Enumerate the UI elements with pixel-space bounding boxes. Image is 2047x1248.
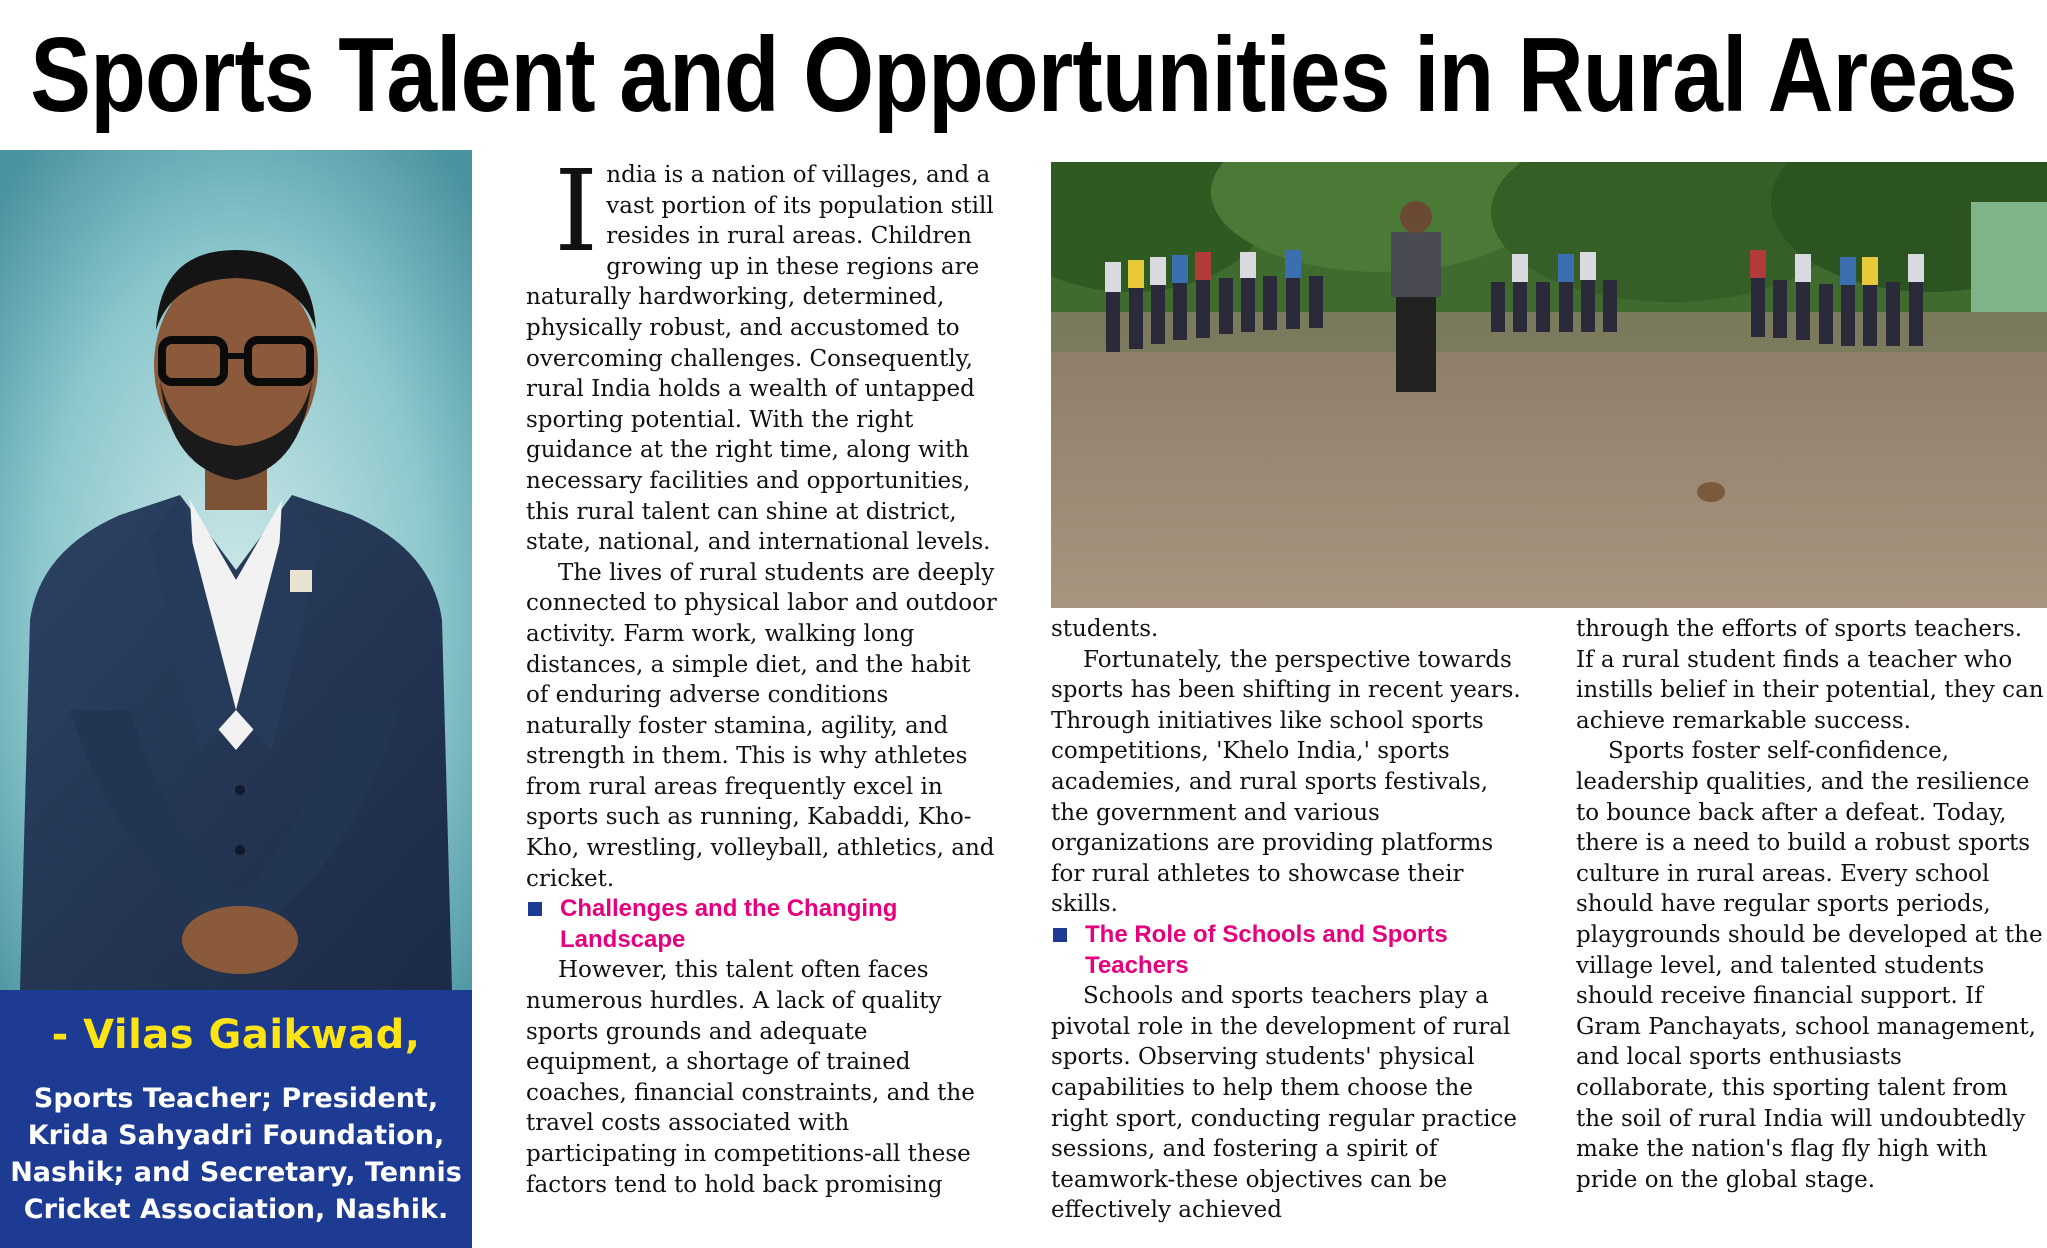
paragraph: Schools and sports teachers play a pivotal role in the development of rural sports. Observing students' physical capabilities to help them choose the right sport, conducting regular practice sessions, and fostering a spirit of teamwork-these objectives can be effectively achieved [1051, 983, 1517, 1224]
intro-paragraph [526, 147, 1000, 558]
intro-text: ndia is a nation of villages, and a vast portion of its population still resides in rural areas. Children growing up in these regions are naturally hardworking, determined, physically robust, and accustomed to overcoming challenges. Consequently, rural India holds a wealth of untapped sporting potential. With the right guidance at the right time, along with necessary facilities and opportunities, this rural talent can shine at district, state, national, and international levels. [526, 162, 994, 556]
author-role-line: Krida Sahyadri Foundation, [27, 1120, 445, 1151]
author-role [0, 1080, 472, 1228]
paragraph-continuation: through the efforts of sports teachers. If a rural student finds a teacher who instills belief in their potential, they can achieve remarkable success. [1576, 616, 2044, 734]
paragraph: Sports foster self-confidence, leadership qualities, and the resilience to bounce back after a defeat. Today, there is a need to build a robust sports culture in rural areas. Every school should have regular sports periods, playgrounds should be developed at the village level, and talented students should receive financial support. If Gram Panchayats, school management, and local sports enthusiasts collaborate, this sporting talent from the soil of rural India will undoubtedly make the nation's flag fly high with pride on the global stage. [1576, 738, 2043, 1193]
subheading-challenges [526, 894, 1000, 955]
subheading-text: Challenges and the Changing Landscape [560, 895, 898, 953]
author-role-line: Cricket Association, Nashik. [23, 1194, 449, 1225]
students-group-photo [1051, 162, 2047, 608]
subheading-schools [1051, 920, 1525, 981]
article-column-1 [526, 147, 1000, 1200]
article-column-2 [1051, 614, 1525, 1226]
headline: Sports Talent and Opportunities in Rural Areas [30, 15, 2017, 134]
square-bullet-icon [1053, 928, 1067, 942]
square-bullet-icon [528, 902, 542, 916]
drop-cap: I [554, 147, 599, 277]
paragraph: However, this talent often faces numerous hurdles. A lack of quality sports grounds and adequate equipment, a shortage of trained coaches, financial constraints, and the travel costs associated with participating in competitions-all these factors tend to hold back promising [526, 957, 975, 1198]
article-column-3 [1576, 614, 2046, 1195]
paragraph-continuation: students. [1051, 616, 1159, 642]
subheading-text: The Role of Schools and Sports Teachers [1085, 920, 1448, 979]
author-portrait [0, 150, 472, 990]
author-role-line: Sports Teacher; President, [33, 1083, 439, 1114]
author-name: - Vilas Gaikwad, [51, 1012, 421, 1058]
author-caption [0, 990, 472, 1248]
paragraph: Fortunately, the perspective towards sports has been shifting in recent years. Through initiatives like school sports competitions, 'Khelo India,' sports academies, and rural sports festivals, the government and various organizations are providing platforms for rural athletes to showcase their skills. [1051, 646, 1521, 918]
paragraph: The lives of rural students are deeply connected to physical labor and outdoor activity. Farm work, walking long distances, a simple diet, and the habit of enduring adverse conditions naturally foster stamina, agility, and strength in them. This is why athletes from rural areas frequently excel in sports such as running, Kabaddi, Kho-Kho, wrestling, volleyball, athletics, and cricket. [526, 559, 997, 892]
author-role-line: Nashik; and Secretary, Tennis [10, 1157, 462, 1188]
